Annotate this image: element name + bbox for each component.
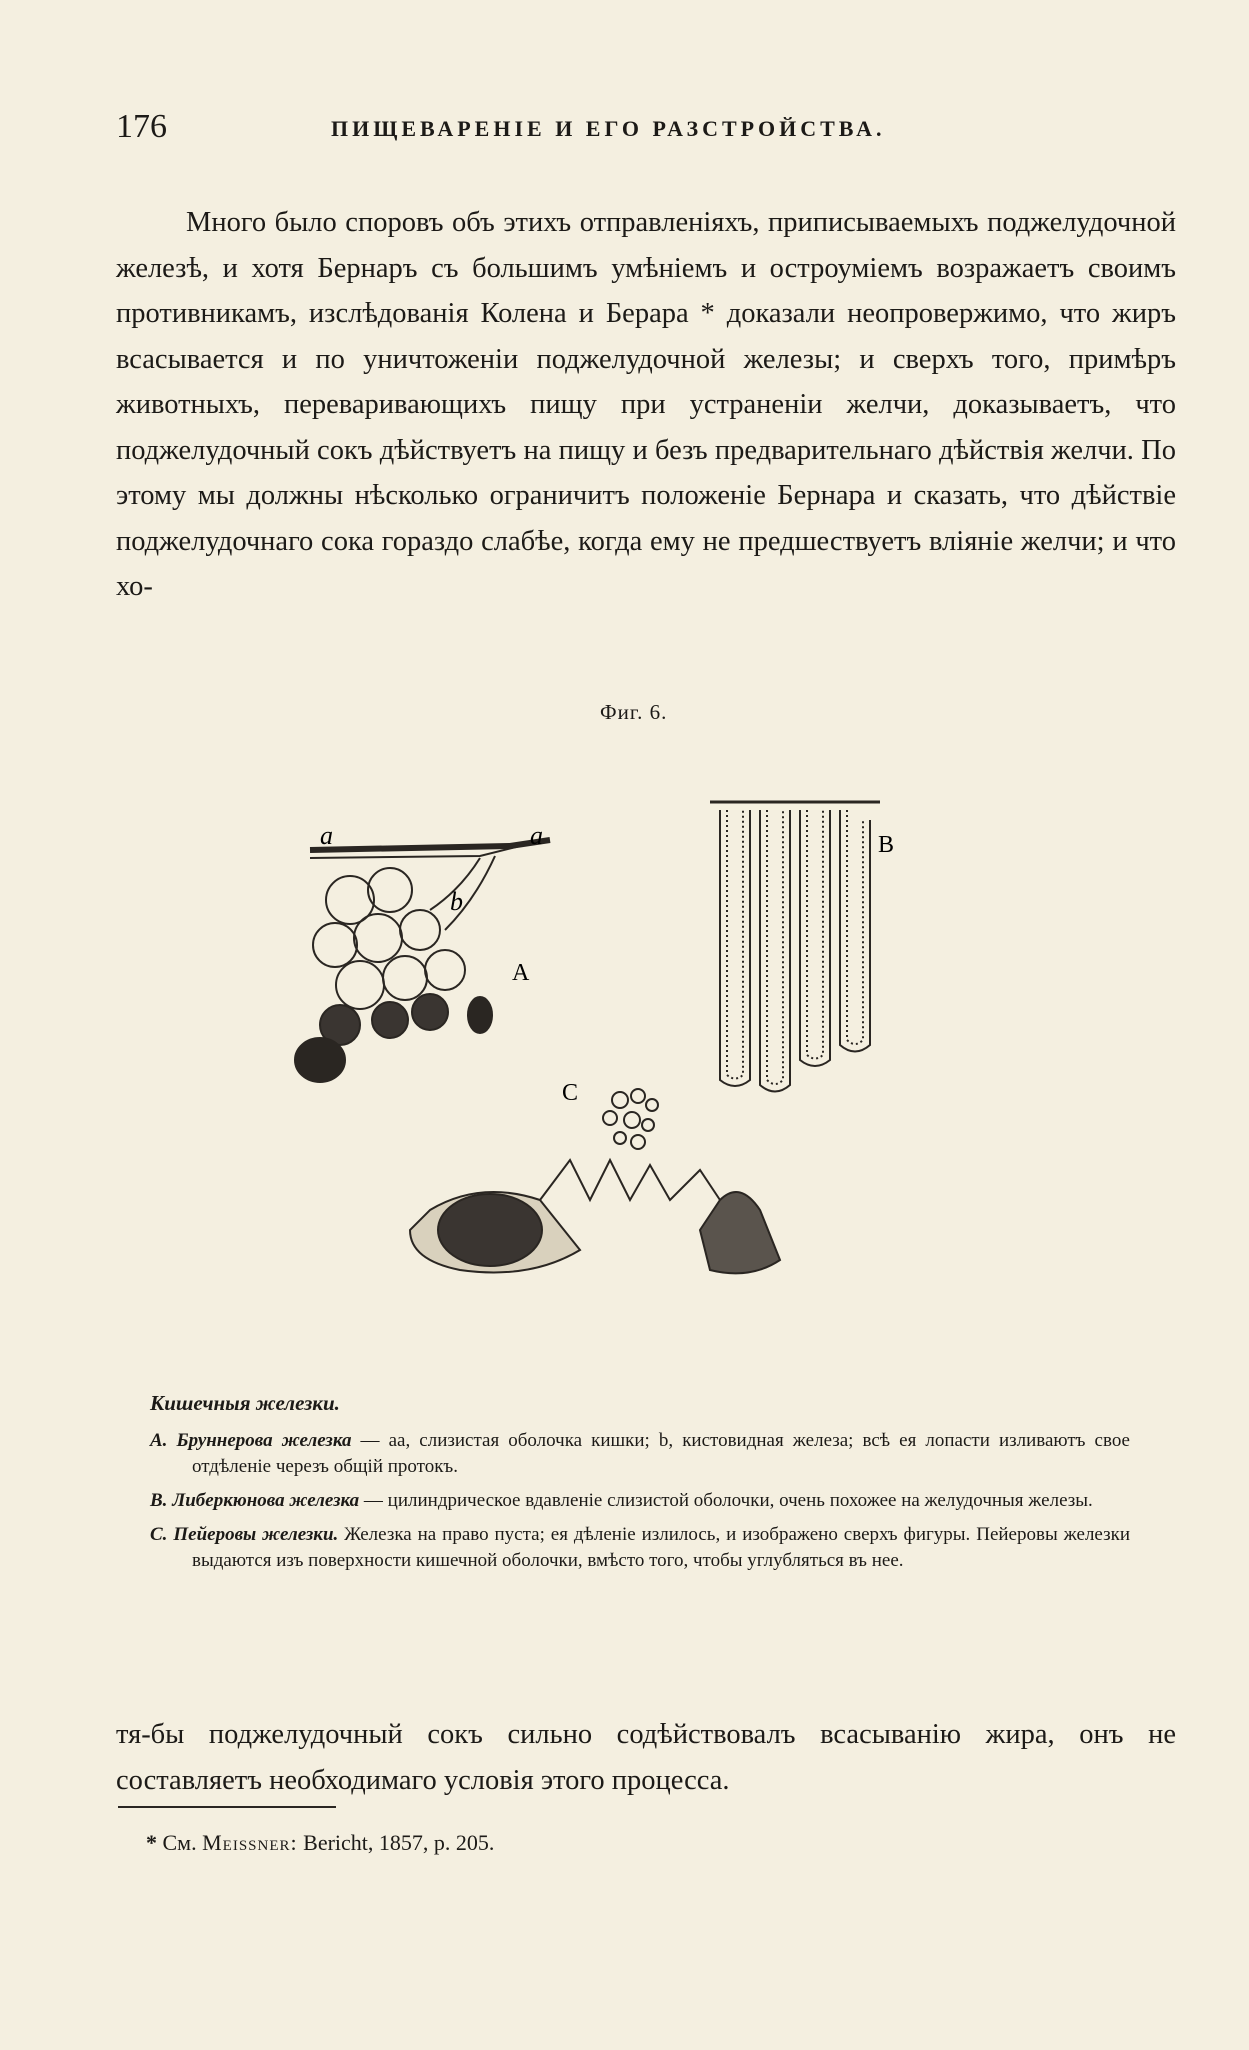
paragraph-top — [116, 200, 1176, 610]
footnote-author: Meissner: — [202, 1830, 298, 1855]
paragraph-text: Много было споровъ объ этихъ отправленіяхъ, приписываемыхъ поджелудочной железѣ, и хотя Бернаръ съ большимъ умѣніемъ и остроуміемъ возражаетъ своимъ противникамъ, изслѣдованія Колена и Берара * доказали неопровержимо, что жиръ всасывается и по уничтоженіи поджелудочной железы; и сверхъ того, примѣръ животныхъ, переваривающихъ пищу при устраненіи желчи, доказываетъ, что поджелудочный сокъ дѣйствуетъ на пищу и безъ предварительнаго дѣйствія желчи. По этому мы должны нѣсколько ограничитъ положеніе Бернара и сказать, что дѣйствіе поджелудочнаго сока гораздо слабѣе, когда ему не предшествуетъ вліяніе желчи; и что хо- — [116, 207, 1176, 602]
caption-text: — aa, слизистая оболочка кишки; b, кистовидная железа; всѣ ея лопасти изливаютъ свое отдѣленіе черезъ общій протокъ. — [192, 1430, 1130, 1477]
label-b: b — [450, 887, 463, 916]
footnote-work: Bericht, — [303, 1830, 374, 1855]
caption-item-A — [150, 1428, 1130, 1480]
footnote-mark: * — [146, 1830, 157, 1855]
caption-letter: B. — [150, 1490, 168, 1511]
caption-letter: A. — [150, 1430, 168, 1451]
caption-gland-name: Либеркюнова железка — [172, 1490, 360, 1511]
caption-text: — цилиндрическое вдавленіе слизистой оболочки, очень похожее на желудочныя железы. — [359, 1490, 1093, 1511]
figure-label: Фиг. 6. — [600, 700, 668, 724]
intestinal-glands-illustration — [280, 780, 980, 1340]
caption-gland-name: Бруннерова железка — [176, 1430, 352, 1451]
label-a-right: a — [530, 821, 543, 850]
label-A: A — [512, 960, 530, 986]
caption-gland-name: Пейеровы железки. — [173, 1524, 339, 1545]
peyer-glands-drawing — [410, 1089, 780, 1273]
label-C: C — [562, 1080, 579, 1106]
running-title: ПИЩЕВАРЕНІЕ И ЕГО РАЗСТРОЙСТВА. — [331, 116, 886, 141]
paragraph-text: тя-бы поджелудочный сокъ сильно содѣйствовалъ всасыванію жира, онъ не составляетъ необходимаго условія этого процесса. — [116, 1719, 1176, 1796]
paragraph-bottom — [116, 1712, 1176, 1803]
footnote-rest: 1857, p. 205. — [378, 1830, 495, 1855]
page-number: 176 — [116, 108, 167, 145]
caption-item-B — [150, 1488, 1130, 1514]
footnote-prefix: См. — [162, 1830, 197, 1855]
page-header — [116, 108, 1176, 152]
lieberkuhn-glands-drawing — [710, 792, 880, 1092]
caption-text: Железка на право пуста; ея дѣленіе излилось, и изображено сверхъ фигуры. Пейеровы железки выдаются изъ поверхности кишечной оболочки, вмѣсто того, чтобы углубляться въ нее. — [192, 1524, 1131, 1571]
footnote — [146, 1830, 494, 1856]
label-a-left: a — [320, 821, 333, 850]
footnote-divider — [118, 1806, 336, 1808]
caption-letter: C. — [150, 1524, 168, 1545]
figure-caption — [150, 1390, 1130, 1582]
caption-title: Кишечныя железки. — [150, 1391, 340, 1415]
caption-item-C — [150, 1522, 1130, 1574]
label-B: B — [878, 832, 895, 858]
